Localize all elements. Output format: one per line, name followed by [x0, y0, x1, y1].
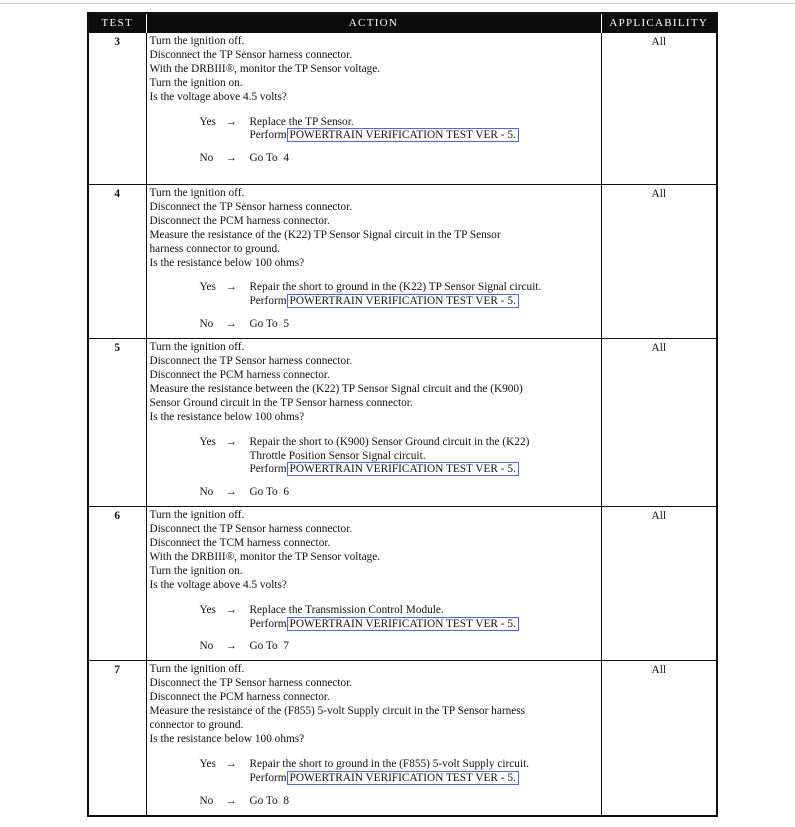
no-label: No [199, 486, 214, 499]
step-line: Disconnect the PCM harness connector. [149, 368, 330, 381]
applicability-value: All [601, 507, 717, 661]
table-row [88, 185, 717, 339]
step-list [150, 341, 598, 424]
perform-line [250, 463, 530, 477]
yes-label: Yes [199, 281, 216, 294]
action-cell [146, 339, 601, 507]
arrow-right-icon: → [225, 486, 237, 499]
step-line: Is the resistance below 100 ohms? [149, 732, 305, 745]
yes-line: Replace the Transmission Control Module. [249, 603, 444, 616]
test-number: 5 [88, 339, 146, 507]
yes-label: Yes [199, 115, 216, 128]
step-line: Disconnect the TP Sensor harness connector. [149, 48, 353, 61]
yes-result [200, 604, 598, 632]
perform-line [250, 618, 519, 632]
verification-test-link[interactable]: POWERTRAIN VERIFICATION TEST VER - 5. [287, 771, 519, 785]
arrow-right-icon: → [225, 603, 237, 616]
step-line: harness connector to ground. [149, 242, 281, 255]
no-result [200, 795, 598, 809]
perform-line [250, 295, 542, 309]
yes-line: Repair the short to ground in the (K22) TP Sensor Signal circuit. [249, 281, 542, 294]
step-line: Turn the ignition off. [149, 187, 245, 199]
yes-result [200, 758, 598, 786]
arrow-right-icon: → [225, 435, 237, 448]
step-list [150, 187, 598, 270]
yes-result [200, 436, 598, 478]
no-label: No [199, 794, 214, 807]
yes-text [250, 758, 530, 786]
no-result [200, 152, 598, 166]
step-line: Is the voltage above 4.5 volts? [149, 578, 287, 591]
perform-word: Perform [249, 771, 287, 784]
perform-word: Perform [249, 617, 287, 630]
header-applicability: APPLICABILITY [601, 13, 717, 33]
perform-line [250, 129, 519, 143]
arrow-right-icon: → [225, 757, 237, 770]
yes-label: Yes [199, 603, 216, 616]
table-row [88, 507, 717, 661]
page-top-rule [0, 3, 795, 4]
table-row [88, 339, 717, 507]
step-list [150, 509, 598, 592]
step-line: Turn the ignition on. [149, 76, 243, 89]
test-number: 3 [88, 33, 146, 185]
step-line: Measure the resistance between the (K22) TP Sensor Signal circuit and the (K900) [149, 382, 523, 395]
action-cell [146, 185, 601, 339]
step-line: Measure the resistance of the (K22) TP Sensor Signal circuit in the TP Sensor [149, 228, 501, 241]
no-result [200, 486, 598, 500]
applicability-value: All [601, 33, 717, 185]
applicability-value: All [601, 661, 717, 816]
header-test: TEST [88, 13, 146, 33]
perform-word: Perform [249, 129, 287, 142]
no-result [200, 318, 598, 332]
step-line: Turn the ignition off. [149, 509, 245, 522]
action-cell [146, 33, 601, 185]
step-line: Disconnect the TP Sensor harness connector. [149, 355, 353, 368]
arrow-right-icon: → [225, 640, 237, 653]
no-label: No [199, 640, 214, 653]
step-line: Disconnect the TP Sensor harness connector. [149, 523, 353, 536]
step-list [150, 663, 598, 746]
perform-word: Perform [249, 463, 287, 476]
yes-line: Repair the short to (K900) Sensor Ground circuit in the (K22) [249, 435, 530, 448]
yes-line: Replace the TP Sensor. [249, 115, 354, 128]
table-row [88, 661, 717, 816]
header-action: ACTION [146, 13, 601, 33]
action-cell [146, 661, 601, 816]
step-line: Disconnect the PCM harness connector. [149, 214, 330, 227]
step-line: Is the resistance below 100 ohms? [149, 256, 305, 269]
no-goto-text: Go To 4 [249, 152, 289, 165]
yes-result [200, 116, 598, 144]
no-goto-text: Go To 7 [249, 640, 289, 653]
verification-test-link[interactable]: POWERTRAIN VERIFICATION TEST VER - 5. [287, 462, 519, 476]
diagnostic-test-table [87, 12, 718, 817]
test-number: 6 [88, 507, 146, 661]
perform-line [250, 772, 530, 786]
step-list [150, 35, 598, 105]
step-line: Turn the ignition off. [149, 35, 245, 47]
no-label: No [199, 152, 214, 165]
verification-test-link[interactable]: POWERTRAIN VERIFICATION TEST VER - 5. [287, 128, 519, 142]
applicability-value: All [601, 339, 717, 507]
yes-text [250, 436, 530, 478]
step-line: Is the resistance below 100 ohms? [149, 410, 305, 423]
no-goto-text: Go To 8 [249, 794, 289, 807]
yes-result [200, 281, 598, 309]
no-label: No [199, 318, 214, 331]
step-line: Turn the ignition off. [149, 341, 245, 354]
table-header [88, 13, 717, 33]
yes-text [250, 116, 519, 144]
step-line: connector to ground. [149, 719, 244, 731]
step-line: Disconnect the PCM harness connector. [149, 691, 330, 704]
action-cell [146, 507, 601, 661]
yes-line: Repair the short to ground in the (F855) 5-volt Supply circuit. [249, 757, 530, 770]
step-line: Measure the resistance of the (F855) 5-volt Supply circuit in the TP Sensor harness [149, 705, 526, 718]
step-line: Turn the ignition on. [149, 564, 243, 577]
yes-text [250, 281, 542, 309]
step-line: Disconnect the TCM harness connector. [149, 537, 331, 550]
arrow-right-icon: → [225, 318, 237, 331]
yes-label: Yes [199, 757, 216, 770]
applicability-value: All [601, 185, 717, 339]
no-goto-text: Go To 5 [249, 318, 289, 331]
test-number: 4 [88, 185, 146, 339]
no-goto-text: Go To 6 [249, 486, 289, 499]
arrow-right-icon: → [225, 152, 237, 165]
step-line: Turn the ignition off. [149, 663, 245, 676]
arrow-right-icon: → [225, 281, 237, 294]
verification-test-link[interactable]: POWERTRAIN VERIFICATION TEST VER - 5. [287, 294, 519, 308]
step-line: Disconnect the TP Sensor harness connector. [149, 677, 353, 690]
test-number: 7 [88, 661, 146, 816]
yes-label: Yes [199, 435, 216, 448]
perform-word: Perform [249, 295, 287, 308]
yes-text [250, 604, 519, 632]
step-line: With the DRBIII®, monitor the TP Sensor voltage. [149, 550, 381, 563]
arrow-right-icon: → [225, 794, 237, 807]
no-result [200, 640, 598, 654]
arrow-right-icon: → [225, 115, 237, 128]
table-body [88, 33, 717, 816]
step-line: Sensor Ground circuit in the TP Sensor harness connector. [149, 396, 413, 409]
table-row [88, 33, 717, 185]
yes-line: Throttle Position Sensor Signal circuit. [249, 449, 426, 462]
verification-test-link[interactable]: POWERTRAIN VERIFICATION TEST VER - 5. [287, 617, 519, 631]
step-line: With the DRBIII®, monitor the TP Sensor voltage. [149, 62, 381, 75]
step-line: Disconnect the TP Sensor harness connector. [149, 200, 353, 213]
step-line: Is the voltage above 4.5 volts? [149, 90, 287, 103]
